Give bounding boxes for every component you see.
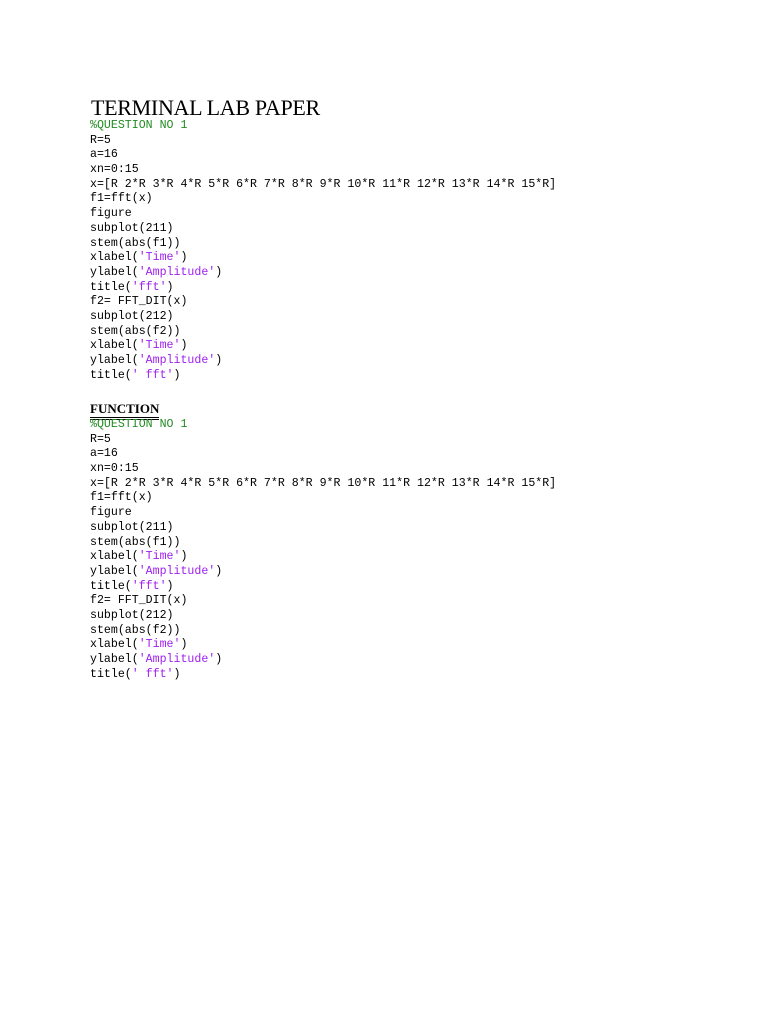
code-text: ) [180, 251, 188, 265]
page-title: TERMINAL LAB PAPER [91, 95, 320, 120]
code-line [90, 354, 556, 369]
code-text: ) [173, 368, 181, 382]
code-line [90, 281, 556, 296]
code-line [90, 192, 556, 207]
code-line [90, 447, 556, 462]
code-string: 'Time' [138, 638, 181, 652]
code-line [90, 491, 556, 506]
code-text: f1=fft(x) [90, 491, 153, 505]
code-string: ' fft' [131, 667, 174, 681]
code-string: 'Time' [138, 550, 181, 564]
section-heading-function: FUNCTION [90, 401, 159, 420]
code-line [90, 222, 556, 237]
code-line [90, 339, 556, 354]
code-text: ylabel( [90, 653, 139, 666]
code-string: ' fft' [131, 368, 174, 382]
code-text: ylabel( [90, 354, 139, 367]
code-line [90, 207, 556, 222]
code-string: 'fft' [131, 579, 167, 593]
code-line [90, 521, 556, 536]
code-string: 'Amplitude' [138, 653, 216, 666]
code-line [90, 295, 556, 310]
code-line [90, 580, 556, 595]
code-text: figure [90, 506, 132, 520]
code-text: title( [90, 667, 132, 681]
code-text: ) [173, 667, 181, 681]
code-text: xlabel( [90, 638, 139, 652]
code-text: stem(abs(f1)) [90, 535, 181, 549]
code-string: 'Amplitude' [138, 265, 216, 279]
code-text: f2= FFT_DIT(x) [90, 594, 188, 608]
code-line [90, 594, 556, 609]
code-text: a=16 [90, 148, 118, 162]
code-text: R=5 [90, 133, 111, 147]
code-string: 'Amplitude' [138, 564, 216, 578]
code-text: xlabel( [90, 251, 139, 265]
code-block-question [90, 119, 556, 383]
code-line [90, 119, 556, 134]
code-text: a=16 [90, 447, 118, 461]
code-line [90, 536, 556, 551]
code-line [90, 477, 556, 492]
code-line [90, 418, 556, 433]
code-line [90, 178, 556, 193]
code-text: title( [90, 579, 132, 593]
code-text: subplot(212) [90, 309, 174, 323]
code-text: ) [180, 638, 188, 652]
code-text: subplot(211) [90, 520, 174, 534]
code-text: ) [180, 550, 188, 564]
code-line [90, 266, 556, 281]
code-text: stem(abs(f2)) [90, 324, 181, 338]
code-line [90, 609, 556, 624]
code-line [90, 638, 556, 653]
code-block-function [90, 418, 556, 682]
code-line [90, 237, 556, 252]
code-line [90, 462, 556, 477]
code-text: ) [180, 339, 188, 353]
code-string: 'Time' [138, 251, 181, 265]
code-string: 'Time' [138, 339, 181, 353]
code-text: ylabel( [90, 265, 139, 279]
code-line [90, 506, 556, 521]
code-text: title( [90, 280, 132, 294]
code-text: x=[R 2*R 3*R 4*R 5*R 6*R 7*R 8*R 9*R 10*R 11*R 12*R 13*R 14*R 15*R] [90, 476, 557, 490]
code-text: f1=fft(x) [90, 192, 153, 206]
code-text: xlabel( [90, 339, 139, 353]
code-line [90, 325, 556, 340]
code-text: title( [90, 368, 132, 382]
code-text: ) [166, 579, 174, 593]
code-text: xlabel( [90, 550, 139, 564]
code-line [90, 433, 556, 448]
code-string: 'fft' [131, 280, 167, 294]
code-line [90, 163, 556, 178]
code-line [90, 668, 556, 683]
code-line [90, 369, 556, 384]
code-text: R=5 [90, 432, 111, 446]
code-text: stem(abs(f2)) [90, 623, 181, 637]
code-line [90, 653, 556, 668]
code-line [90, 565, 556, 580]
code-text: subplot(212) [90, 608, 174, 622]
code-comment: %QUESTION NO 1 [90, 119, 188, 132]
code-text: ylabel( [90, 564, 139, 578]
code-text: ) [215, 354, 223, 367]
code-text: ) [215, 564, 223, 578]
code-text: xn=0:15 [90, 163, 139, 177]
code-text: subplot(211) [90, 221, 174, 235]
code-text: xn=0:15 [90, 462, 139, 476]
code-text: ) [215, 653, 223, 666]
code-line [90, 310, 556, 325]
code-line [90, 550, 556, 565]
code-text: ) [215, 265, 223, 279]
code-text: x=[R 2*R 3*R 4*R 5*R 6*R 7*R 8*R 9*R 10*R 11*R 12*R 13*R 14*R 15*R] [90, 177, 557, 191]
code-string: 'Amplitude' [138, 354, 216, 367]
code-line [90, 148, 556, 163]
code-comment: %QUESTION NO 1 [90, 418, 188, 431]
code-text: f2= FFT_DIT(x) [90, 295, 188, 309]
code-text: figure [90, 207, 132, 221]
code-line [90, 624, 556, 639]
code-text: ) [166, 280, 174, 294]
code-line [90, 134, 556, 149]
code-line [90, 251, 556, 266]
code-text: stem(abs(f1)) [90, 236, 181, 250]
